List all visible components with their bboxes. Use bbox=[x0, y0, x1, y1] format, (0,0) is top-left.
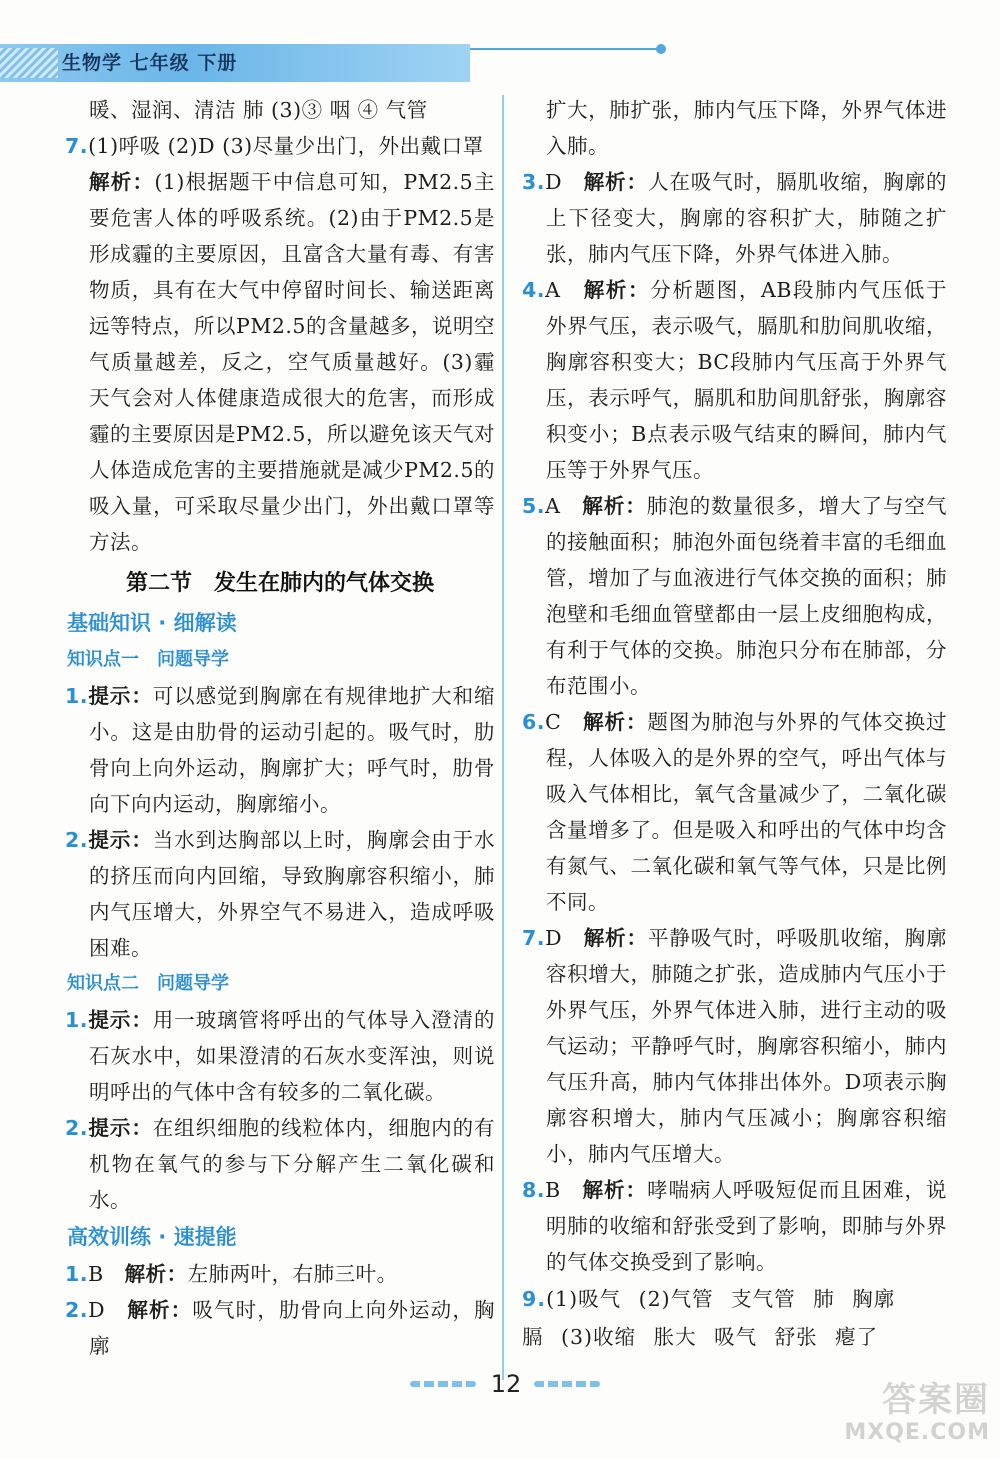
training-item-4: 4.A 解析：分析题图，AB段肺内气压低于外界气压，表示吸气，膈肌和肋间肌收缩，胸廓容积变大；BC段肺内气压高于外界气压，表示呼气，膈肌和肋间肌舒张，胸廓容积变小；B点表示吸气结束的瞬间，肺内气压等于外界气压。 bbox=[522, 278, 948, 482]
footer-decoration-right bbox=[534, 1381, 600, 1387]
watermark: 答案圈 MXQE.COM bbox=[844, 1380, 990, 1445]
header-stripes bbox=[0, 48, 58, 78]
header-rule-dot bbox=[656, 44, 666, 54]
training-item-9-line-2: 膈 (3)收缩 胀大 吸气 舒张 瘪了 bbox=[522, 1325, 879, 1349]
footer-decoration-left bbox=[410, 1381, 476, 1387]
training-item-6: 6.C 解析：题图为肺泡与外界的气体交换过程，人体吸入的是外界的空气，呼出气体与吸入气体相比，氧气含量减少了，二氧化碳含量增多了。但是吸入和呼出的气体中均含有氮气、二氧化碳和氧气等气体，只是比例不同。 bbox=[522, 710, 948, 914]
kp1-item-2: 2.提示：当水到达胸部以上时，胸廓会由于水的挤压而向内回缩，导致胸廓容积缩小，肺内气压增大，外界空气不易进入，造成呼吸困难。 bbox=[65, 828, 495, 960]
training-item-9: 9.(1)吸气 (2)气管 支气管 肺 胸廓 bbox=[522, 1287, 896, 1311]
basic-knowledge-heading: 基础知识 · 细解读 bbox=[67, 611, 237, 635]
book-title: 生物学 七年级 下册 bbox=[62, 52, 238, 74]
column-divider bbox=[502, 95, 504, 1380]
training-item-3: 3.D 解析：人在吸气时，膈肌收缩，胸廓的上下径变大，胸廓的容积扩大，肺随之扩张，肺内气压下降，外界气体进入肺。 bbox=[522, 170, 948, 266]
training-item-2: 2.D 解析：吸气时，肋骨向上向外运动，胸廓 bbox=[65, 1298, 496, 1358]
training-heading: 高效训练 · 速提能 bbox=[67, 1225, 237, 1249]
training-item-1: 1.B 解析：左肺两叶，右肺三叶。 bbox=[65, 1262, 398, 1286]
continued-answer: 暖、湿润、清洁 肺 (3)③ 咽 ④ 气管 bbox=[89, 98, 428, 122]
answer-7: 7.(1)呼吸 (2)D (3)尽量少出门，外出戴口罩 bbox=[65, 134, 484, 158]
left-column bbox=[65, 92, 495, 1364]
continued-answer-2: 扩大，肺扩张，肺内气压下降，外界气体进入肺。 bbox=[546, 98, 947, 158]
analysis-7: 解析：(1)根据题干中信息可知，PM2.5主要危害人体的呼吸系统。(2)由于PM2.5是形成霾的主要原因，且富含大量有毒、有害物质，具有在大气中停留时间长、输送距离远等特点，所以PM2.5的含量越多，说明空气质量越差，反之，空气质量越好。(3)霾天气会对人体健康造成很大的危害，而形成霾的主要原因是PM2.5，所以避免该天气对人体造成危害的主要措施就是减少PM2.5的吸入量，可采取尽量少出门，外出戴口罩等方法。 bbox=[89, 170, 495, 554]
section-title: 第二节 发生在肺内的气体交换 bbox=[125, 571, 434, 596]
page-number: 12 bbox=[490, 1370, 522, 1398]
kp1-item-1: 1.提示：可以感觉到胸廓在有规律地扩大和缩小。这是由肋骨的运动引起的。吸气时，肋骨向上向外运动，胸廓扩大；呼气时，肋骨向下向内运动，胸廓缩小。 bbox=[65, 684, 495, 816]
kp2-item-1: 1.提示：用一玻璃管将呼出的气体导入澄清的石灰水中，如果澄清的石灰水变浑浊，则说明呼出的气体中含有较多的二氧化碳。 bbox=[65, 1008, 495, 1104]
kp2-item-2: 2.提示：在组织细胞的线粒体内，细胞内的有机物在氧气的参与下分解产生二氧化碳和水。 bbox=[65, 1116, 495, 1212]
knowledge-point-2-heading: 知识点二 问题导学 bbox=[67, 973, 229, 994]
training-item-7: 7.D 解析：平静吸气时，呼吸肌收缩，胸廓容积增大，肺随之扩张，造成肺内气压小于外界气压，外界气体进入肺，进行主动的吸气运动；平静呼气时，胸廓容积缩小，肺内气压升高，肺内气体排出体外。D项表示胸廓容积增大，肺内气压减小；胸廓容积缩小，肺内气压增大。 bbox=[522, 926, 948, 1166]
right-column bbox=[522, 92, 947, 1356]
training-item-8: 8.B 解析：哮喘病人呼吸短促而且困难，说明肺的收缩和舒张受到了影响，即肺与外界的气体交换受到了影响。 bbox=[522, 1178, 948, 1274]
knowledge-point-1-heading: 知识点一 问题导学 bbox=[67, 649, 229, 670]
training-item-5: 5.A 解析：肺泡的数量很多，增大了与空气的接触面积；肺泡外面包绕着丰富的毛细血管，增加了与血液进行气体交换的面积；肺泡壁和毛细血管壁都由一层上皮细胞构成，有利于气体的交换。肺泡只分布在肺部，分布范围小。 bbox=[522, 494, 948, 698]
